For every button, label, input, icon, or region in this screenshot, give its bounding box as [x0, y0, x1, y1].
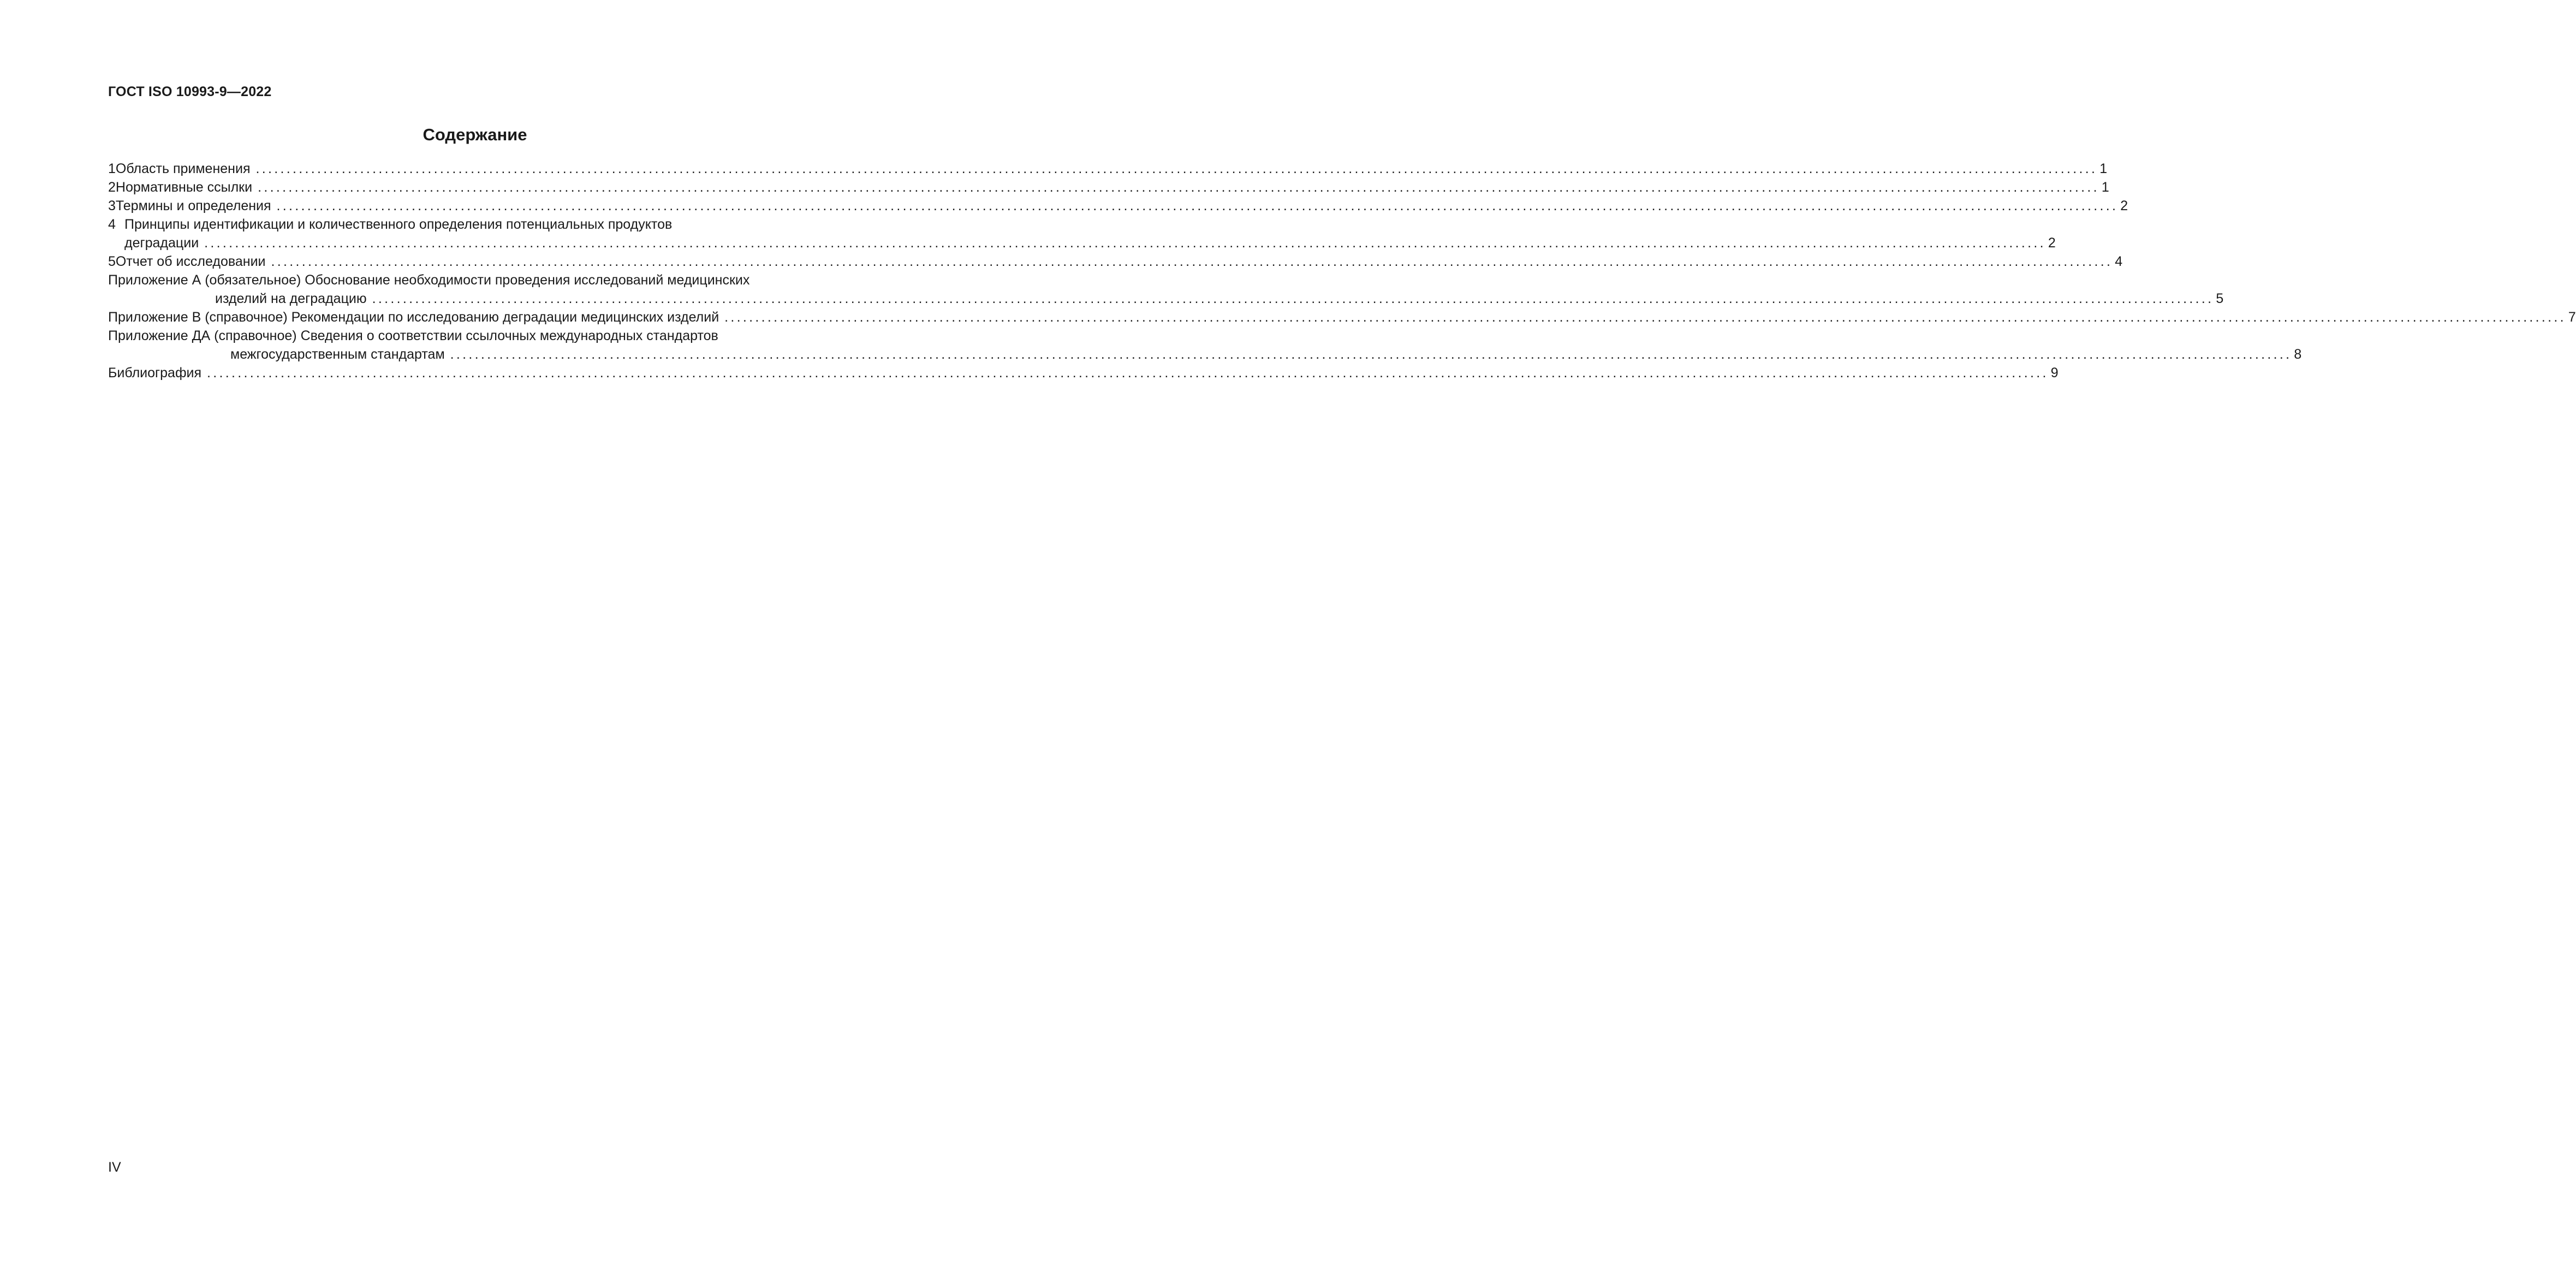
toc-entry[interactable] — [108, 178, 2109, 197]
toc-entry-text: Библиография — [108, 365, 202, 381]
toc-entry-number: 1 — [108, 161, 116, 176]
toc-entry-text: Отчет об исследовании — [115, 254, 266, 269]
toc-entry-number: 3 — [108, 198, 116, 213]
toc-entry-number: 4 — [108, 217, 116, 232]
toc-entry-page: 1 — [2101, 180, 2109, 195]
toc-entry-continuation[interactable] — [108, 234, 2056, 252]
dot-leader: ............................................................................................................................................................................................................................................................................................................ — [372, 291, 2214, 306]
toc-entry-continuation-text: деградации — [124, 235, 199, 251]
toc-entry[interactable] — [108, 215, 843, 234]
dot-leader: ............................................................................................................................................................................................................................................................................................................ — [255, 161, 2098, 176]
toc-entry[interactable] — [108, 326, 843, 345]
toc-entry[interactable] — [108, 271, 843, 289]
toc-entry-continuation-text: межгосударственным стандартам — [230, 347, 445, 362]
dot-leader: ............................................................................................................................................................................................................................................................................................................ — [258, 180, 2099, 195]
dot-leader: ............................................................................................................................................................................................................................................................................................................ — [204, 235, 2046, 251]
page-number: IV — [108, 1160, 121, 1175]
toc-entry-page: 2 — [2120, 198, 2128, 213]
toc-entry-text: Приложение В (справочное) Рекомендации по исследованию деградации медицинских изделий — [108, 310, 719, 325]
toc-entry[interactable] — [108, 364, 2059, 382]
toc-entry-text: Нормативные ссылки — [115, 180, 253, 195]
toc-entry-page: 8 — [2294, 347, 2302, 362]
toc-entry-number: 5 — [108, 254, 116, 269]
toc-entry-page: 5 — [2216, 291, 2224, 306]
toc-entry-page: 4 — [2115, 254, 2123, 269]
toc-entry-page: 9 — [2050, 365, 2059, 381]
toc-entry-text: Термины и определения — [115, 198, 271, 213]
toc-entry[interactable] — [108, 308, 2576, 326]
dot-leader: ............................................................................................................................................................................................................................................................................................................ — [207, 365, 2049, 381]
toc-entry[interactable] — [108, 197, 2128, 215]
document-id-header: ГОСТ ISO 10993-9—2022 — [108, 84, 272, 99]
toc-title: Содержание — [423, 125, 527, 144]
toc-entry-number: 2 — [108, 180, 116, 195]
toc-entry-continuation[interactable] — [108, 345, 2302, 364]
toc-entry[interactable] — [108, 252, 2123, 271]
toc-entry-text: Область применения — [115, 161, 251, 176]
toc-entry-text: Приложение ДА (справочное) Сведения о соответствии ссылочных международных стандартов — [108, 328, 718, 343]
toc-entry-page: 7 — [2568, 310, 2576, 325]
toc-entry-page: 1 — [2099, 161, 2108, 176]
toc-entry[interactable] — [108, 159, 2108, 178]
toc-entry-page: 2 — [2048, 235, 2056, 251]
toc-entry-text: Принципы идентификации и количественного определения потенциальных продуктов — [124, 217, 673, 232]
dot-leader: ............................................................................................................................................................................................................................................................................................................ — [450, 347, 2292, 362]
toc-entry-continuation-text: изделий на деградацию — [215, 291, 367, 306]
toc-entry-text: Приложение А (обязательное) Обоснование необходимости проведения исследований медицинских — [108, 272, 750, 288]
dot-leader: ............................................................................................................................................................................................................................................................................................................ — [271, 254, 2113, 269]
table-of-contents — [108, 159, 2576, 382]
dot-leader: ............................................................................................................................................................................................................................................................................................................ — [276, 198, 2119, 213]
dot-leader: ............................................................................................................................................................................................................................................................................................................ — [724, 310, 2566, 325]
toc-entry-continuation[interactable] — [108, 289, 2224, 308]
